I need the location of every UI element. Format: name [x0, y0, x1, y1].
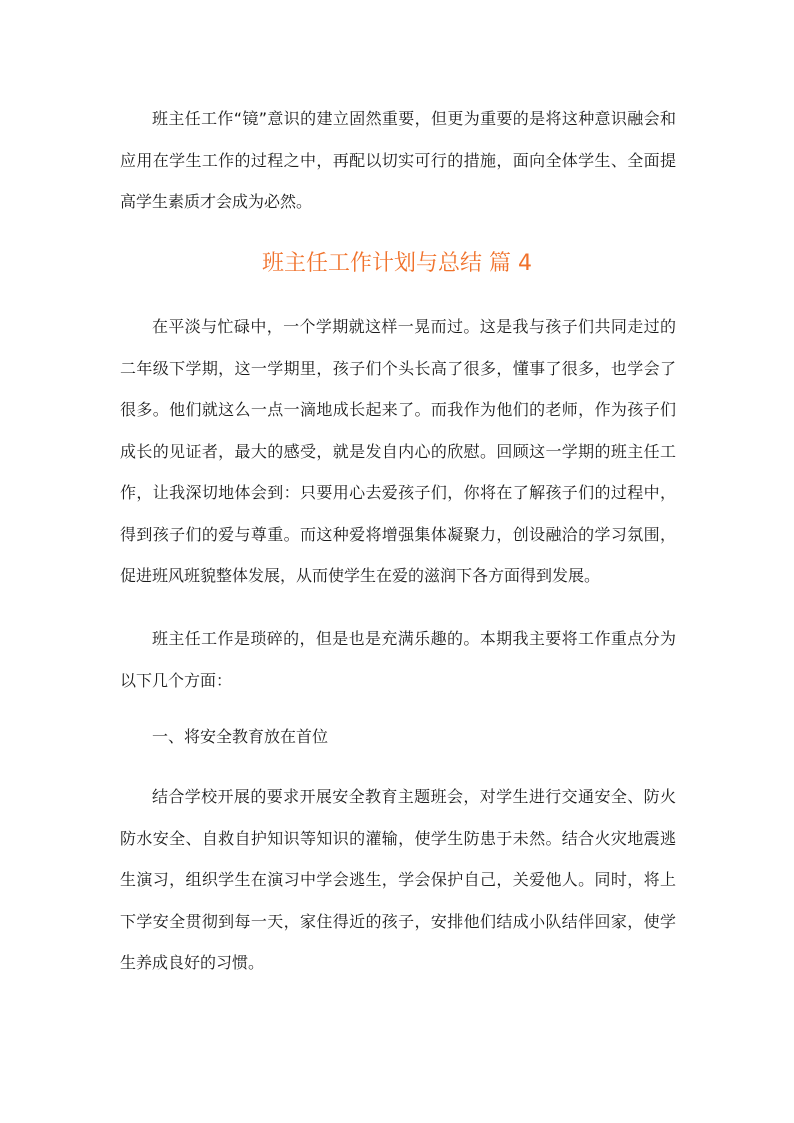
- intro-paragraph: 班主任工作“镜”意识的建立固然重要，但更为重要的是将这种意识融会和应用在学生工作的过程之中，再配以切实可行的措施，面向全体学生、全面提高学生素质才会成为必然。: [120, 109, 676, 211]
- subheading-safety-education: 一、将安全教育放在首位: [152, 727, 329, 746]
- section-title: 班主任工作计划与总结 篇 4: [262, 251, 532, 276]
- body-paragraph-overview: 班主任工作是琐碎的，但是也是充满乐趣的。本期我主要将工作重点分为以下几个方面：: [120, 629, 676, 690]
- body-paragraph-safety: 结合学校开展的要求开展安全教育主题班会，对学生进行交通安全、防火防水安全、自救自护知识等知识的灌输，使学生防患于未然。结合火灾地震逃生演习，组织学生在演习中学会逃生，学会保护自己，关爱他人。同时，将上下学安全贯彻到每一天，家住得近的孩子，安排他们结成小队结伴回家，使学生养成良好的习惯。: [120, 787, 676, 972]
- body-paragraph-reflection: 在平淡与忙碌中，一个学期就这样一晃而过。这是我与孩子们共同走过的二年级下学期，这一学期里，孩子们个头长高了很多，懂事了很多，也学会了很多。他们就这么一点一滴地成长起来了。而我作为他们的老师，作为孩子们成长的见证者，最大的感受，就是发自内心的欣慰。回顾这一学期的班主任工作，让我深切地体会到：只要用心去爱孩子们，你将在了解孩子们的过程中，得到孩子们的爱与尊重。而这种爱将增强集体凝聚力，创设融洽的学习氛围，促进班风班貌整体发展，从而使学生在爱的滋润下各方面得到发展。: [120, 317, 676, 585]
